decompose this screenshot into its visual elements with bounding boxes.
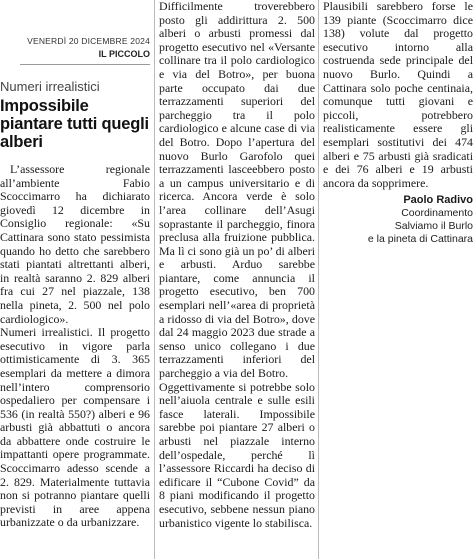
author-affiliation-2: Salviamo il Burlo [394, 220, 473, 233]
page-header [0, 0, 150, 65]
publication-date: VENERDÌ 20 DICEMBRE 2024 [27, 36, 150, 46]
paragraph-2: Numeri irrealistici. Il progetto esecutivo in vigore parla ottimisticamente di 3. 365 esemplari da mettere a dimora nell’intero comprensorio ospedaliero per compensare i 536 (in realtà 550?) alberi e 96 arbusti già abbattuti o ancora da abbattere onde costruire le impattanti opere programmate. Scoccimarro adesso scende a 2. 829. Materialmente tuttavia non si potranno piantare quelli previsti in aree appena urbanizzate o da urbanizzare. [0, 325, 150, 530]
article-body-part-1 [0, 163, 150, 530]
column-divider-1 [154, 0, 155, 559]
newspaper-name: IL PICCOLO [98, 49, 150, 59]
signature [323, 193, 473, 246]
article-body-part-3 [323, 0, 473, 190]
middle-column [159, 0, 315, 530]
paragraph-4: Oggettivamente si potrebbe solo nell’aiuola centrale e sulle esili fasce laterali. Impossibile sarebbe poi piantare 27 alberi o arbusti nel piazzale interno dell’ospedale, perché lì l’assessore Riccardi ha deciso di edificare il “Cubone Covid” da 8 piani modificando il progetto esecutivo, sebbene nessun piano urbanistico vigente lo stabilisca. [159, 379, 315, 530]
header-rule [20, 64, 150, 65]
author-affiliation-3: e la pineta di Cattinara [367, 233, 473, 246]
paragraph-5: Plausibili sarebbero forse le 139 piante (Scoccimarro dice 138) volute dal progetto esecutivo intorno alla costruenda sede principale del nuovo Burlo. Quindi a Cattinara solo poche centinaia, comunque tutti giovani e piccoli, potrebbero realisticamente essere gli esemplari sostitutivi dei 474 alberi e 75 arbusti già sradicati e dei 76 alberi e 19 arbusti ancora da sopprimere. [323, 0, 473, 190]
right-column [323, 0, 473, 246]
author-name: Paolo Radivo [403, 194, 473, 207]
column-divider-2 [318, 0, 319, 559]
article-kicker: Numeri irrealistici [0, 79, 100, 94]
article-headline: Impossibile piantare tutti quegli alberi [0, 97, 149, 151]
paragraph-3: Difficilmente troverebbero posto gli addirittura 2. 500 alberi o arbusti promessi dal progetto esecutivo nel «Versante collinare tra il polo cardiologico e via del Botro», per buona parte occupato dai due terrazzamenti superiori del parcheggio tra il polo cardiologico e alcune case di via del Botro. Dopo l’apertura del nuovo Burlo Garofolo quei terrazzamenti lasceebbero posto a un campus universitario e di ricerca. Ancora verde è solo l’area collinare dell’Asugi soprastante il parcheggio, finora preclusa alla fruizione pubblica. Ma lì ci sono già un po’ di alberi e arbusti. Arduo sarebbe piantare, come annuncia il progetto esecutivo, ben 700 esemplari nell’«area di proprietà a ridosso di via del Botro», dove dal 24 maggio 2023 due strade a senso unico collegano i due terrazzamenti inferiori del parcheggio a via del Botro. [159, 0, 315, 381]
paragraph-1: L’assessore regionale all’ambiente Fabio Scoccimarro ha dichiarato giovedì 12 dicembre in Consiglio regionale: «Su Cattinara sono stato pessimista quando ho detto che sarebbero stati piantati altrettanti alberi, in realtà saranno 2. 829 alberi fra cui 27 nel piazzale, 138 nella pineta, 2. 500 nel polo cardiologico». [0, 162, 150, 326]
left-column [0, 0, 150, 530]
article-body-part-2 [159, 0, 315, 530]
author-affiliation-1: Coordinamento [401, 207, 473, 220]
